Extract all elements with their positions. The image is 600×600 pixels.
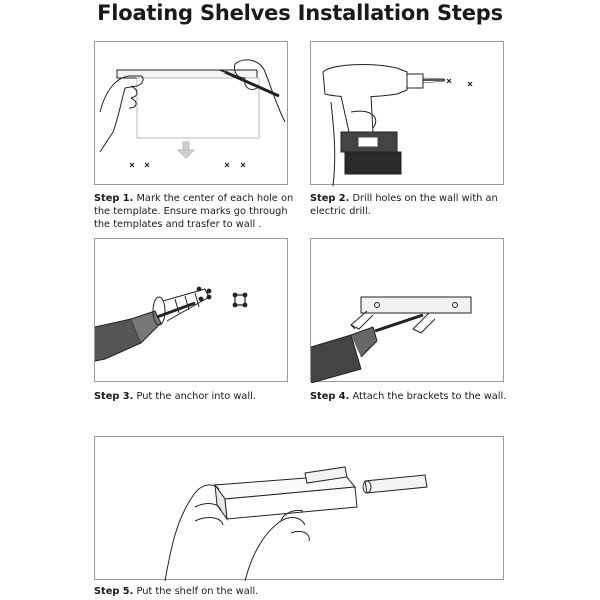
step-3-text: Put the anchor into wall.	[136, 391, 256, 402]
drill-marks	[447, 79, 472, 86]
step-5-illustration	[94, 436, 504, 580]
step-1-label: Step 1.	[94, 193, 134, 204]
step-2-illustration	[310, 41, 504, 185]
step-4-caption	[310, 390, 510, 403]
bracket-icon	[351, 297, 471, 333]
page-title: Floating Shelves Installation Steps	[97, 1, 503, 25]
left-hand-icon	[165, 485, 223, 581]
step-2-text: Drill holes on the wall with an electric drill.	[310, 193, 498, 217]
step-1-illustration	[94, 41, 288, 185]
step-4-label: Step 4.	[310, 391, 350, 402]
step-1-caption	[94, 192, 299, 231]
shelf-icon	[215, 475, 357, 519]
screwdriver-icon	[95, 303, 195, 361]
step-5-label: Step 5.	[94, 586, 134, 597]
step-3-label: Step 3.	[94, 391, 134, 402]
template-sheet	[117, 70, 259, 138]
wall-holes-icon	[197, 287, 247, 307]
electric-drill-icon	[323, 65, 445, 186]
step-3-illustration	[94, 238, 288, 382]
right-hand-icon	[245, 510, 309, 581]
step-3-caption	[94, 390, 294, 403]
down-arrow-icon	[178, 142, 194, 158]
step-2-caption	[310, 192, 510, 218]
step-4-text: Attach the brackets to the wall.	[352, 391, 507, 402]
step-1-text: Mark the center of each hole on the template. Ensure marks go through the templates and trasfer to wall .	[94, 193, 294, 230]
screwdriver-icon	[311, 315, 423, 383]
step-5-text: Put the shelf on the wall.	[136, 586, 259, 597]
hole-marks	[130, 163, 245, 167]
step-2-label: Step 2.	[310, 193, 350, 204]
step-4-illustration	[310, 238, 504, 382]
step-5-caption	[94, 585, 394, 598]
